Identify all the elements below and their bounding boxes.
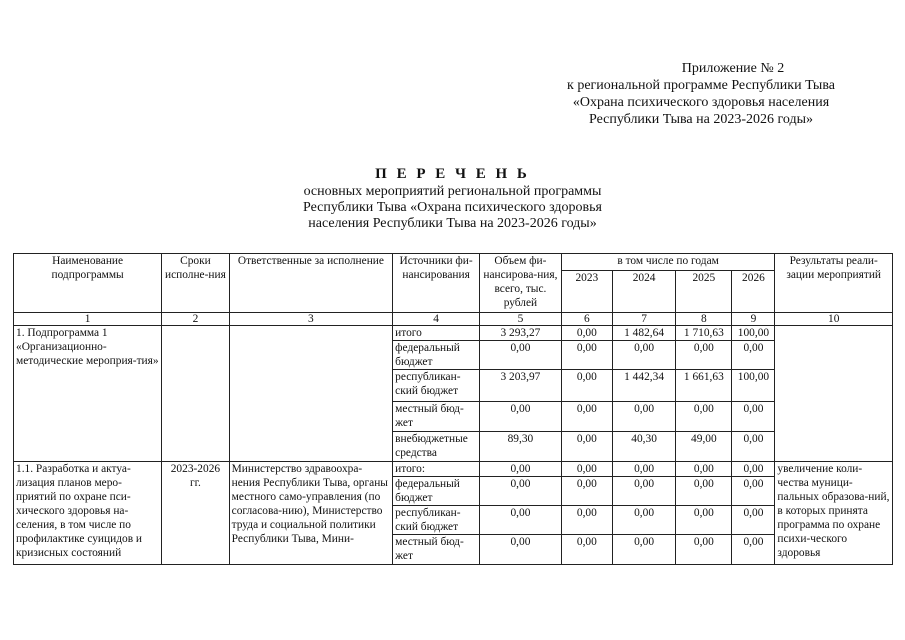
header-year-2025: 2025 — [676, 271, 732, 313]
volume-cell: 0,00 — [480, 477, 562, 506]
year-cell: 0,00 — [612, 341, 675, 370]
source-cell: внебюджетные средства — [393, 432, 480, 462]
appendix-number: Приложение № 2 — [681, 61, 785, 76]
column-number: 5 — [480, 313, 562, 326]
volume-cell: 0,00 — [480, 506, 562, 535]
year-cell: 0,00 — [732, 477, 775, 506]
column-number: 4 — [393, 313, 480, 326]
column-number: 10 — [775, 313, 893, 326]
appendix-line: «Охрана психического здоровья населения — [572, 95, 830, 110]
year-cell: 0,00 — [732, 506, 775, 535]
year-cell: 0,00 — [676, 402, 732, 432]
measure-results: увеличение коли-чества муници-пальных образова-ний, в которых принята программа по охране психи-ческого здоровья — [775, 462, 893, 565]
source-cell: федеральный бюджет — [393, 341, 480, 370]
header-terms: Сроки исполне-ния — [162, 254, 229, 313]
appendix-line: Республики Тыва на 2023-2026 годы» — [588, 112, 814, 127]
year-cell: 0,00 — [732, 402, 775, 432]
year-cell: 0,00 — [612, 402, 675, 432]
subprogram-results — [775, 326, 893, 462]
column-numbers-row — [14, 313, 893, 326]
column-number: 8 — [676, 313, 732, 326]
year-cell: 0,00 — [676, 477, 732, 506]
year-cell: 0,00 — [561, 506, 612, 535]
year-cell: 1 710,63 — [676, 326, 732, 341]
header-volume: Объем фи-нансирова-ния, всего, тыс. рублей — [480, 254, 562, 313]
measures-table — [13, 253, 893, 565]
year-cell: 0,00 — [561, 326, 612, 341]
header-name: Наименование подпрограммы — [14, 254, 162, 313]
year-cell: 0,00 — [732, 462, 775, 477]
year-cell: 0,00 — [561, 402, 612, 432]
year-cell: 0,00 — [612, 477, 675, 506]
appendix-line: к региональной программе Республики Тыва — [567, 78, 835, 93]
year-cell: 0,00 — [612, 462, 675, 477]
year-cell: 0,00 — [732, 535, 775, 565]
volume-cell: 3 293,27 — [480, 326, 562, 341]
year-cell: 0,00 — [676, 535, 732, 565]
volume-cell: 89,30 — [480, 432, 562, 462]
year-cell: 0,00 — [561, 370, 612, 402]
source-cell: федеральный бюджет — [393, 477, 480, 506]
document-title: П Е Р Е Ч Е Н Ь — [375, 166, 530, 182]
table-row — [14, 462, 893, 477]
year-cell: 100,00 — [732, 370, 775, 402]
year-cell: 0,00 — [612, 535, 675, 565]
column-number: 1 — [14, 313, 162, 326]
year-cell: 0,00 — [561, 432, 612, 462]
year-cell: 1 661,63 — [676, 370, 732, 402]
year-cell: 100,00 — [732, 326, 775, 341]
measure-responsible: Министерство здравоохра-нения Республики Тыва, органы местного само-управления (по согласова-нию), Министерство труда и социальной политики Республики Тыва, Мини- — [229, 462, 393, 565]
measure-terms: 2023-2026 гг. — [162, 462, 229, 565]
table-row — [14, 326, 893, 341]
year-cell: 0,00 — [561, 341, 612, 370]
document-subtitle: населения Республики Тыва на 2023-2026 годы» — [308, 216, 597, 231]
year-cell: 0,00 — [676, 462, 732, 477]
source-cell: местный бюд-жет — [393, 535, 480, 565]
column-number: 2 — [162, 313, 229, 326]
subprogram-terms — [162, 326, 229, 462]
document-heading — [0, 165, 905, 232]
header-year-2026: 2026 — [732, 271, 775, 313]
volume-cell: 0,00 — [480, 402, 562, 432]
year-cell: 0,00 — [732, 341, 775, 370]
header-results: Результаты реали-зации мероприятий — [775, 254, 893, 313]
header-responsible: Ответственные за исполнение — [229, 254, 393, 313]
year-cell: 0,00 — [561, 477, 612, 506]
year-cell: 0,00 — [676, 506, 732, 535]
year-cell: 1 482,64 — [612, 326, 675, 341]
volume-cell: 0,00 — [480, 462, 562, 477]
year-cell: 1 442,34 — [612, 370, 675, 402]
column-number: 3 — [229, 313, 393, 326]
year-cell: 49,00 — [676, 432, 732, 462]
source-cell: республикан-ский бюджет — [393, 506, 480, 535]
header-by-years: в том числе по годам — [561, 254, 775, 271]
measure-name: 1.1. Разработка и актуа-лизация планов меро-приятий по охране пси-хического здоровья на-селения, в том числе по профилактике суицидов и кризисных состояний — [14, 462, 162, 565]
year-cell: 0,00 — [561, 462, 612, 477]
document-subtitle: основных мероприятий региональной программы — [303, 184, 602, 199]
source-cell: итого: — [393, 462, 480, 477]
column-number: 6 — [561, 313, 612, 326]
volume-cell: 0,00 — [480, 341, 562, 370]
volume-cell: 3 203,97 — [480, 370, 562, 402]
year-cell: 0,00 — [561, 535, 612, 565]
year-cell: 40,30 — [612, 432, 675, 462]
year-cell: 0,00 — [676, 341, 732, 370]
source-cell: республикан-ский бюджет — [393, 370, 480, 402]
document-subtitle: Республики Тыва «Охрана психического здоровья — [303, 200, 602, 215]
column-number: 7 — [612, 313, 675, 326]
year-cell: 0,00 — [612, 506, 675, 535]
header-sources: Источники фи-нансирования — [393, 254, 480, 313]
source-cell: итого — [393, 326, 480, 341]
header-year-2023: 2023 — [561, 271, 612, 313]
year-cell: 0,00 — [732, 432, 775, 462]
subprogram-responsible — [229, 326, 393, 462]
source-cell: местный бюд-жет — [393, 402, 480, 432]
column-number: 9 — [732, 313, 775, 326]
volume-cell: 0,00 — [480, 535, 562, 565]
subprogram-name: 1. Подпрограмма 1 «Организационно-методические мероприя-тия» — [14, 326, 162, 462]
appendix-block — [541, 60, 861, 128]
header-year-2024: 2024 — [612, 271, 675, 313]
